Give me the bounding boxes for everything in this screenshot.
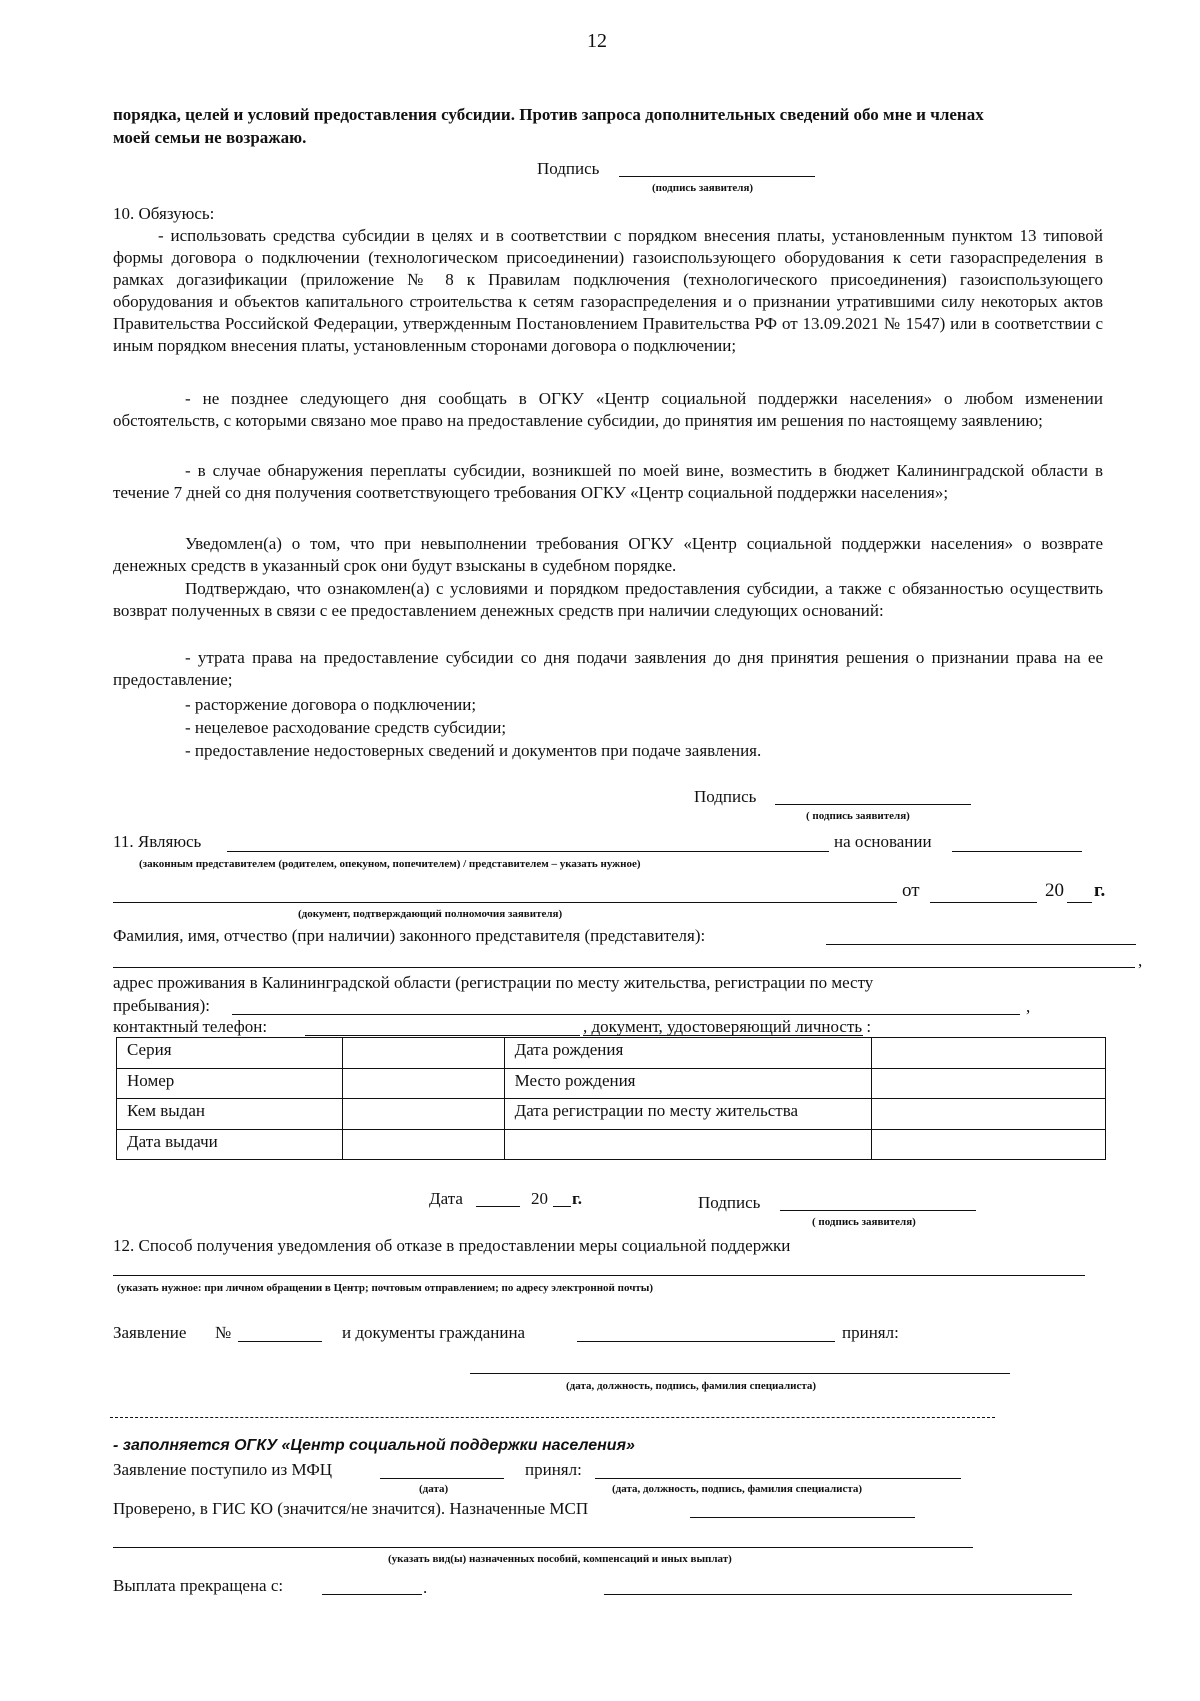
date-field[interactable] xyxy=(476,1206,520,1207)
section-11-label: 11. Являюсь xyxy=(113,832,202,851)
stopped-sign-field[interactable] xyxy=(604,1594,1072,1595)
signature-line[interactable] xyxy=(775,804,971,805)
series-label: Серия xyxy=(117,1038,343,1069)
registration-date-label: Дата регистрации по месту жительства xyxy=(504,1099,872,1130)
address-field[interactable] xyxy=(232,1014,1020,1015)
year-prefix: 20 xyxy=(531,1189,548,1208)
phone-field[interactable] xyxy=(305,1035,580,1036)
section-10-p7: - расторжение договора о подключении; xyxy=(185,695,477,714)
date-label: Дата xyxy=(429,1189,463,1208)
id-document-underline xyxy=(583,1035,863,1036)
signature-caption: (подпись заявителя) xyxy=(652,182,754,194)
birth-date-field[interactable] xyxy=(872,1038,1106,1069)
signature-line[interactable] xyxy=(619,176,815,177)
section-10-p8: - нецелевое расходование средств субсидии; xyxy=(185,718,507,737)
signature-label: Подпись xyxy=(694,787,757,806)
representative-fio-field[interactable] xyxy=(826,944,1136,945)
specialist-field[interactable] xyxy=(470,1373,1010,1374)
table-row xyxy=(117,1099,1106,1130)
accepted-label: принял: xyxy=(525,1460,582,1479)
intro-line-1: порядка, целей и условий предоставления субсидии. Против запроса дополнительных сведений обо мне и членах xyxy=(113,105,984,124)
from-label: от xyxy=(902,880,920,901)
section-10-p9: - предоставление недостоверных сведений и документов при подаче заявления. xyxy=(185,741,762,760)
issue-date-label: Дата выдачи xyxy=(117,1129,343,1160)
comma: , xyxy=(1026,997,1031,1016)
role-field[interactable] xyxy=(227,851,829,852)
representative-fio-field-2[interactable] xyxy=(113,967,1135,968)
address-label: адрес проживания в Калининградской области (регистрации по месту жительства, регистрации по месту xyxy=(113,973,874,992)
received-date-field[interactable] xyxy=(380,1478,504,1479)
section-12-heading: 12. Способ получения уведомления об отказе в предоставлении меры социальной поддержки xyxy=(113,1236,791,1255)
document-date-field[interactable] xyxy=(930,902,1037,903)
section-10-p1: - использовать средства субсидии в целях и в соответствии с порядком внесения платы, установленным пунктом 13 типовой формы договора о подключении (технологическом присоединении) газоиспользующего оборудования к сети газораспределения в рамках догазификации (приложение № 8 к Правилам подключения (технологического присоединения) газоиспользующего оборудования и объектов капитального строительства к сетям газораспределения и о признании утратившими силу некоторых актов Правительства Российской Федерации, утвержденным Постановлением Правительства РФ от 13.09.2021 № 1547) или в соответствии с иным порядком внесения платы, установленным сторонами договора о подключении; xyxy=(113,226,1103,355)
accepted-label: принял: xyxy=(842,1323,899,1342)
id-document-table xyxy=(116,1037,1106,1160)
issue-date-field[interactable] xyxy=(342,1129,504,1160)
page-number: 12 xyxy=(587,30,607,52)
specialist-caption: (дата, должность, подпись, фамилия специалиста) xyxy=(566,1380,817,1392)
specialist-field[interactable] xyxy=(595,1478,961,1479)
section-10-heading: 10. Обязуюсь: xyxy=(113,204,215,223)
birth-place-label: Место рождения xyxy=(504,1068,872,1099)
number-field[interactable] xyxy=(342,1068,504,1099)
series-field[interactable] xyxy=(342,1038,504,1069)
year-suffix: г. xyxy=(1094,880,1106,901)
date-caption: (дата) xyxy=(419,1483,449,1495)
number-sign: № xyxy=(215,1323,232,1342)
section-10-p3: - в случае обнаружения переплаты субсидии, возникшей по моей вине, возместить в бюджет Калининградской области в течение 7 дней со дня получения соответствующего требования ОГКУ «Центр социальной поддержки населения»; xyxy=(113,461,1103,502)
application-label: Заявление xyxy=(113,1323,187,1342)
cut-line xyxy=(110,1417,995,1418)
intro-line-2: моей семьи не возражаю. xyxy=(113,128,307,147)
table-row xyxy=(117,1129,1106,1160)
birth-date-label: Дата рождения xyxy=(504,1038,872,1069)
signature-caption: ( подпись заявителя) xyxy=(812,1216,916,1228)
table-row xyxy=(117,1068,1106,1099)
section-10-p2: - не позднее следующего дня сообщать в ОГКУ «Центр социальной поддержки населения» о любом изменении обстоятельств, с которыми связано мое право на предоставление субсидии, до принятия им решения по настоящему заявлению; xyxy=(113,389,1103,430)
number-label: Номер xyxy=(117,1068,343,1099)
section-10-p5: Подтверждаю, что ознакомлен(а) с условиями и порядком предоставления субсидии, а также с обязанностью осуществить возврат полученных в связи с ее предоставлением денежных средств при наличии следующих оснований: xyxy=(113,579,1103,620)
signature-label: Подпись xyxy=(698,1193,761,1212)
stopped-dot: . xyxy=(423,1578,428,1597)
empty-cell xyxy=(872,1129,1106,1160)
comma: , xyxy=(1138,951,1143,970)
checked-label: Проверено, в ГИС КО (значится/не значится). Назначенные МСП xyxy=(113,1499,589,1518)
issued-by-field[interactable] xyxy=(342,1099,504,1130)
benefits-caption: (указать вид(ы) назначенных пособий, компенсаций и иных выплат) xyxy=(388,1553,732,1565)
role-caption: (законным представителем (родителем, опекуном, попечителем) / представителем – указать нужное) xyxy=(139,858,641,870)
table-row xyxy=(117,1038,1106,1069)
notification-method-caption: (указать нужное: при личном обращении в Центр; почтовым отправлением; по адресу электронной почты) xyxy=(117,1282,654,1294)
signature-line[interactable] xyxy=(780,1210,976,1211)
birth-place-field[interactable] xyxy=(872,1068,1106,1099)
representative-fio-label: Фамилия, имя, отчество (при наличии) законного представителя (представителя): xyxy=(113,926,706,945)
year-prefix: 20 xyxy=(1045,880,1064,901)
citizen-documents-label: и документы гражданина xyxy=(342,1323,526,1342)
basis-field[interactable] xyxy=(952,851,1082,852)
id-document-label: , документ, удостоверяющий личность : xyxy=(583,1017,872,1036)
basis-label: на основании xyxy=(834,832,932,851)
application-number-field[interactable] xyxy=(238,1341,322,1342)
stopped-date-field[interactable] xyxy=(322,1594,422,1595)
address-label-2: пребывания): xyxy=(113,996,210,1015)
year-field[interactable] xyxy=(553,1206,571,1207)
citizen-name-field[interactable] xyxy=(577,1341,835,1342)
issued-by-label: Кем выдан xyxy=(117,1099,343,1130)
signature-caption: ( подпись заявителя) xyxy=(806,810,910,822)
section-10-p6: - утрата права на предоставление субсидии со дня подачи заявления до дня принятия решения о признании права на ее предоставление; xyxy=(113,648,1103,689)
section-10-p4: Уведомлен(а) о том, что при невыполнении требования ОГКУ «Центр социальной поддержки населения» о возврате денежных средств в указанный срок они будут взысканы в судебном порядке. xyxy=(113,534,1103,575)
specialist-caption: (дата, должность, подпись, фамилия специалиста) xyxy=(612,1483,863,1495)
assigned-msp-field[interactable] xyxy=(690,1517,915,1518)
benefits-field[interactable] xyxy=(113,1547,973,1548)
empty-cell xyxy=(504,1129,872,1160)
notification-method-field[interactable] xyxy=(113,1275,1085,1276)
authority-document-field[interactable] xyxy=(113,902,897,903)
stopped-label: Выплата прекращена с: xyxy=(113,1576,284,1595)
document-caption: (документ, подтверждающий полномочия заявителя) xyxy=(298,908,563,920)
year-field[interactable] xyxy=(1067,902,1092,903)
signature-label: Подпись xyxy=(537,159,600,178)
year-suffix: г. xyxy=(572,1189,583,1208)
received-label: Заявление поступило из МФЦ xyxy=(113,1460,333,1479)
phone-label: контактный телефон: xyxy=(113,1017,268,1036)
ogku-heading: - заполняется ОГКУ «Центр социальной поддержки населения» xyxy=(113,1437,635,1454)
registration-date-field[interactable] xyxy=(872,1099,1106,1130)
